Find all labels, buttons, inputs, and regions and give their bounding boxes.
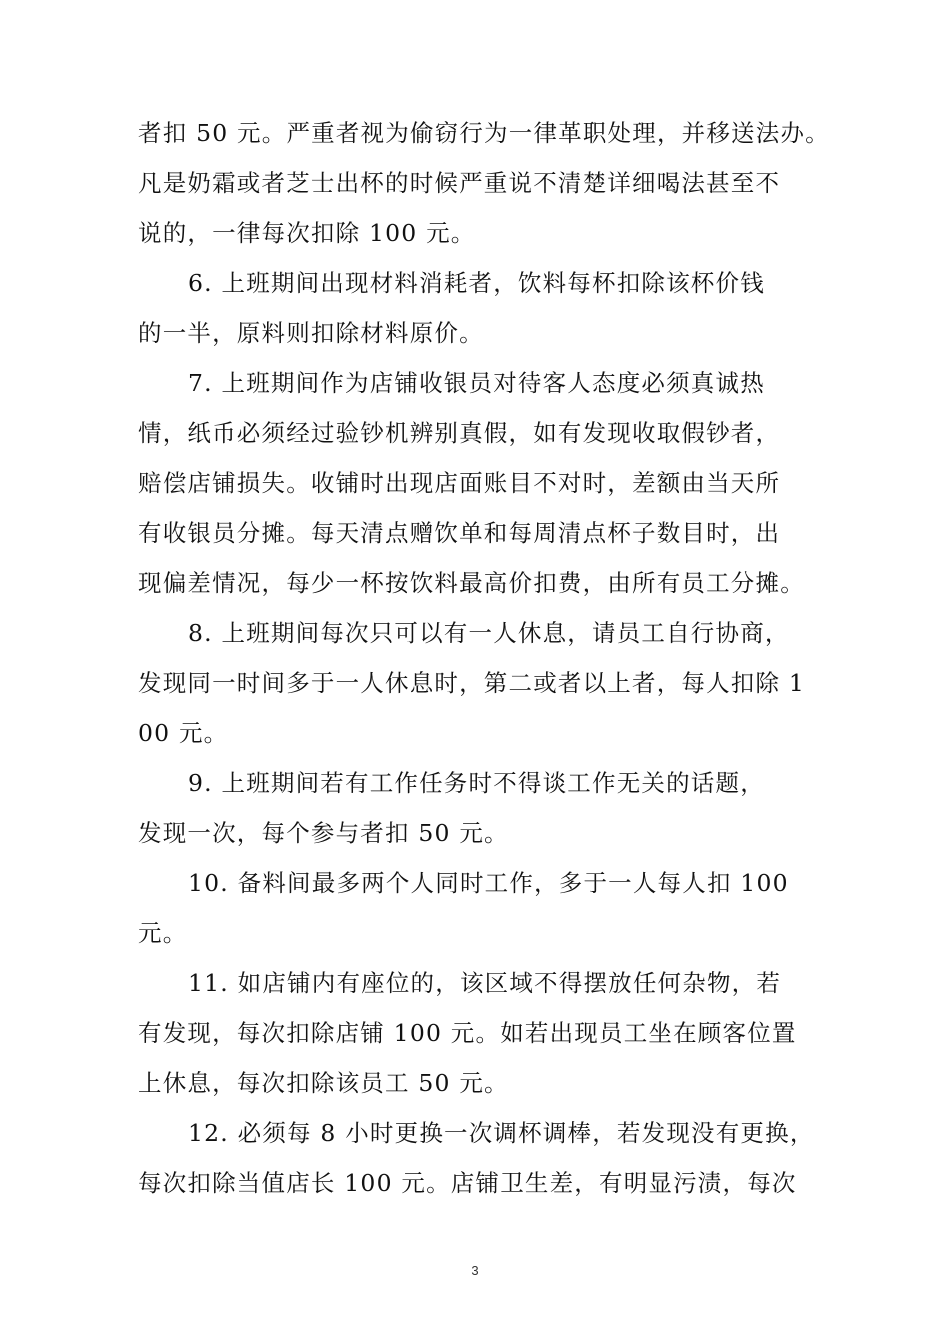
numbered-item-10: 10. 备料间最多两个人同时工作，多于一人每人扣 100: [188, 869, 789, 897]
text-line: 有收银员分摊。每天清点赠饮单和每周清点杯子数目时，出: [138, 519, 781, 547]
text-line: 发现一次，每个参与者扣 50 元。: [138, 819, 509, 847]
page-number: 3: [471, 1263, 479, 1278]
text-line: 每次扣除当值店长 100 元。店铺卫生差，有明显污渍，每次: [138, 1169, 797, 1197]
text-line: 凡是奶霜或者芝士出杯的时候严重说不清楚详细喝法甚至不: [138, 169, 781, 197]
text-line: 上休息，每次扣除该员工 50 元。: [138, 1069, 509, 1097]
text-line: 元。: [138, 919, 188, 947]
text-line: 的一半，原料则扣除材料原价。: [138, 319, 484, 347]
text-line: 现偏差情况，每少一杯按饮料最高价扣费，由所有员工分摊。: [138, 569, 805, 597]
numbered-item-7: 7. 上班期间作为店铺收银员对待客人态度必须真诚热: [188, 369, 765, 397]
numbered-item-9: 9. 上班期间若有工作任务时不得谈工作无关的话题，: [188, 769, 765, 797]
text-line: 赔偿店铺损失。收铺时出现店面账目不对时，差额由当天所: [138, 469, 781, 497]
text-line: 者扣 50 元。严重者视为偷窃行为一律革职处理，并移送法办。: [138, 119, 830, 147]
text-line: 00 元。: [138, 719, 229, 747]
numbered-item-12: 12. 必须每 8 小时更换一次调杯调棒，若发现没有更换，: [188, 1119, 815, 1147]
numbered-item-6: 6. 上班期间出现材料消耗者，饮料每杯扣除该杯价钱: [188, 269, 765, 297]
numbered-item-11: 11. 如店铺内有座位的，该区域不得摆放任何杂物，若: [188, 969, 782, 997]
numbered-item-8: 8. 上班期间每次只可以有一人休息，请员工自行协商，: [188, 619, 790, 647]
text-line: 情，纸币必须经过验钞机辨别真假，如有发现收取假钞者，: [138, 419, 781, 447]
text-line: 有发现，每次扣除店铺 100 元。如若出现员工坐在顾客位置: [138, 1019, 797, 1047]
text-line: 说的，一律每次扣除 100 元。: [138, 219, 476, 247]
text-line: 发现同一时间多于一人休息时，第二或者以上者，每人扣除 1: [138, 669, 806, 697]
